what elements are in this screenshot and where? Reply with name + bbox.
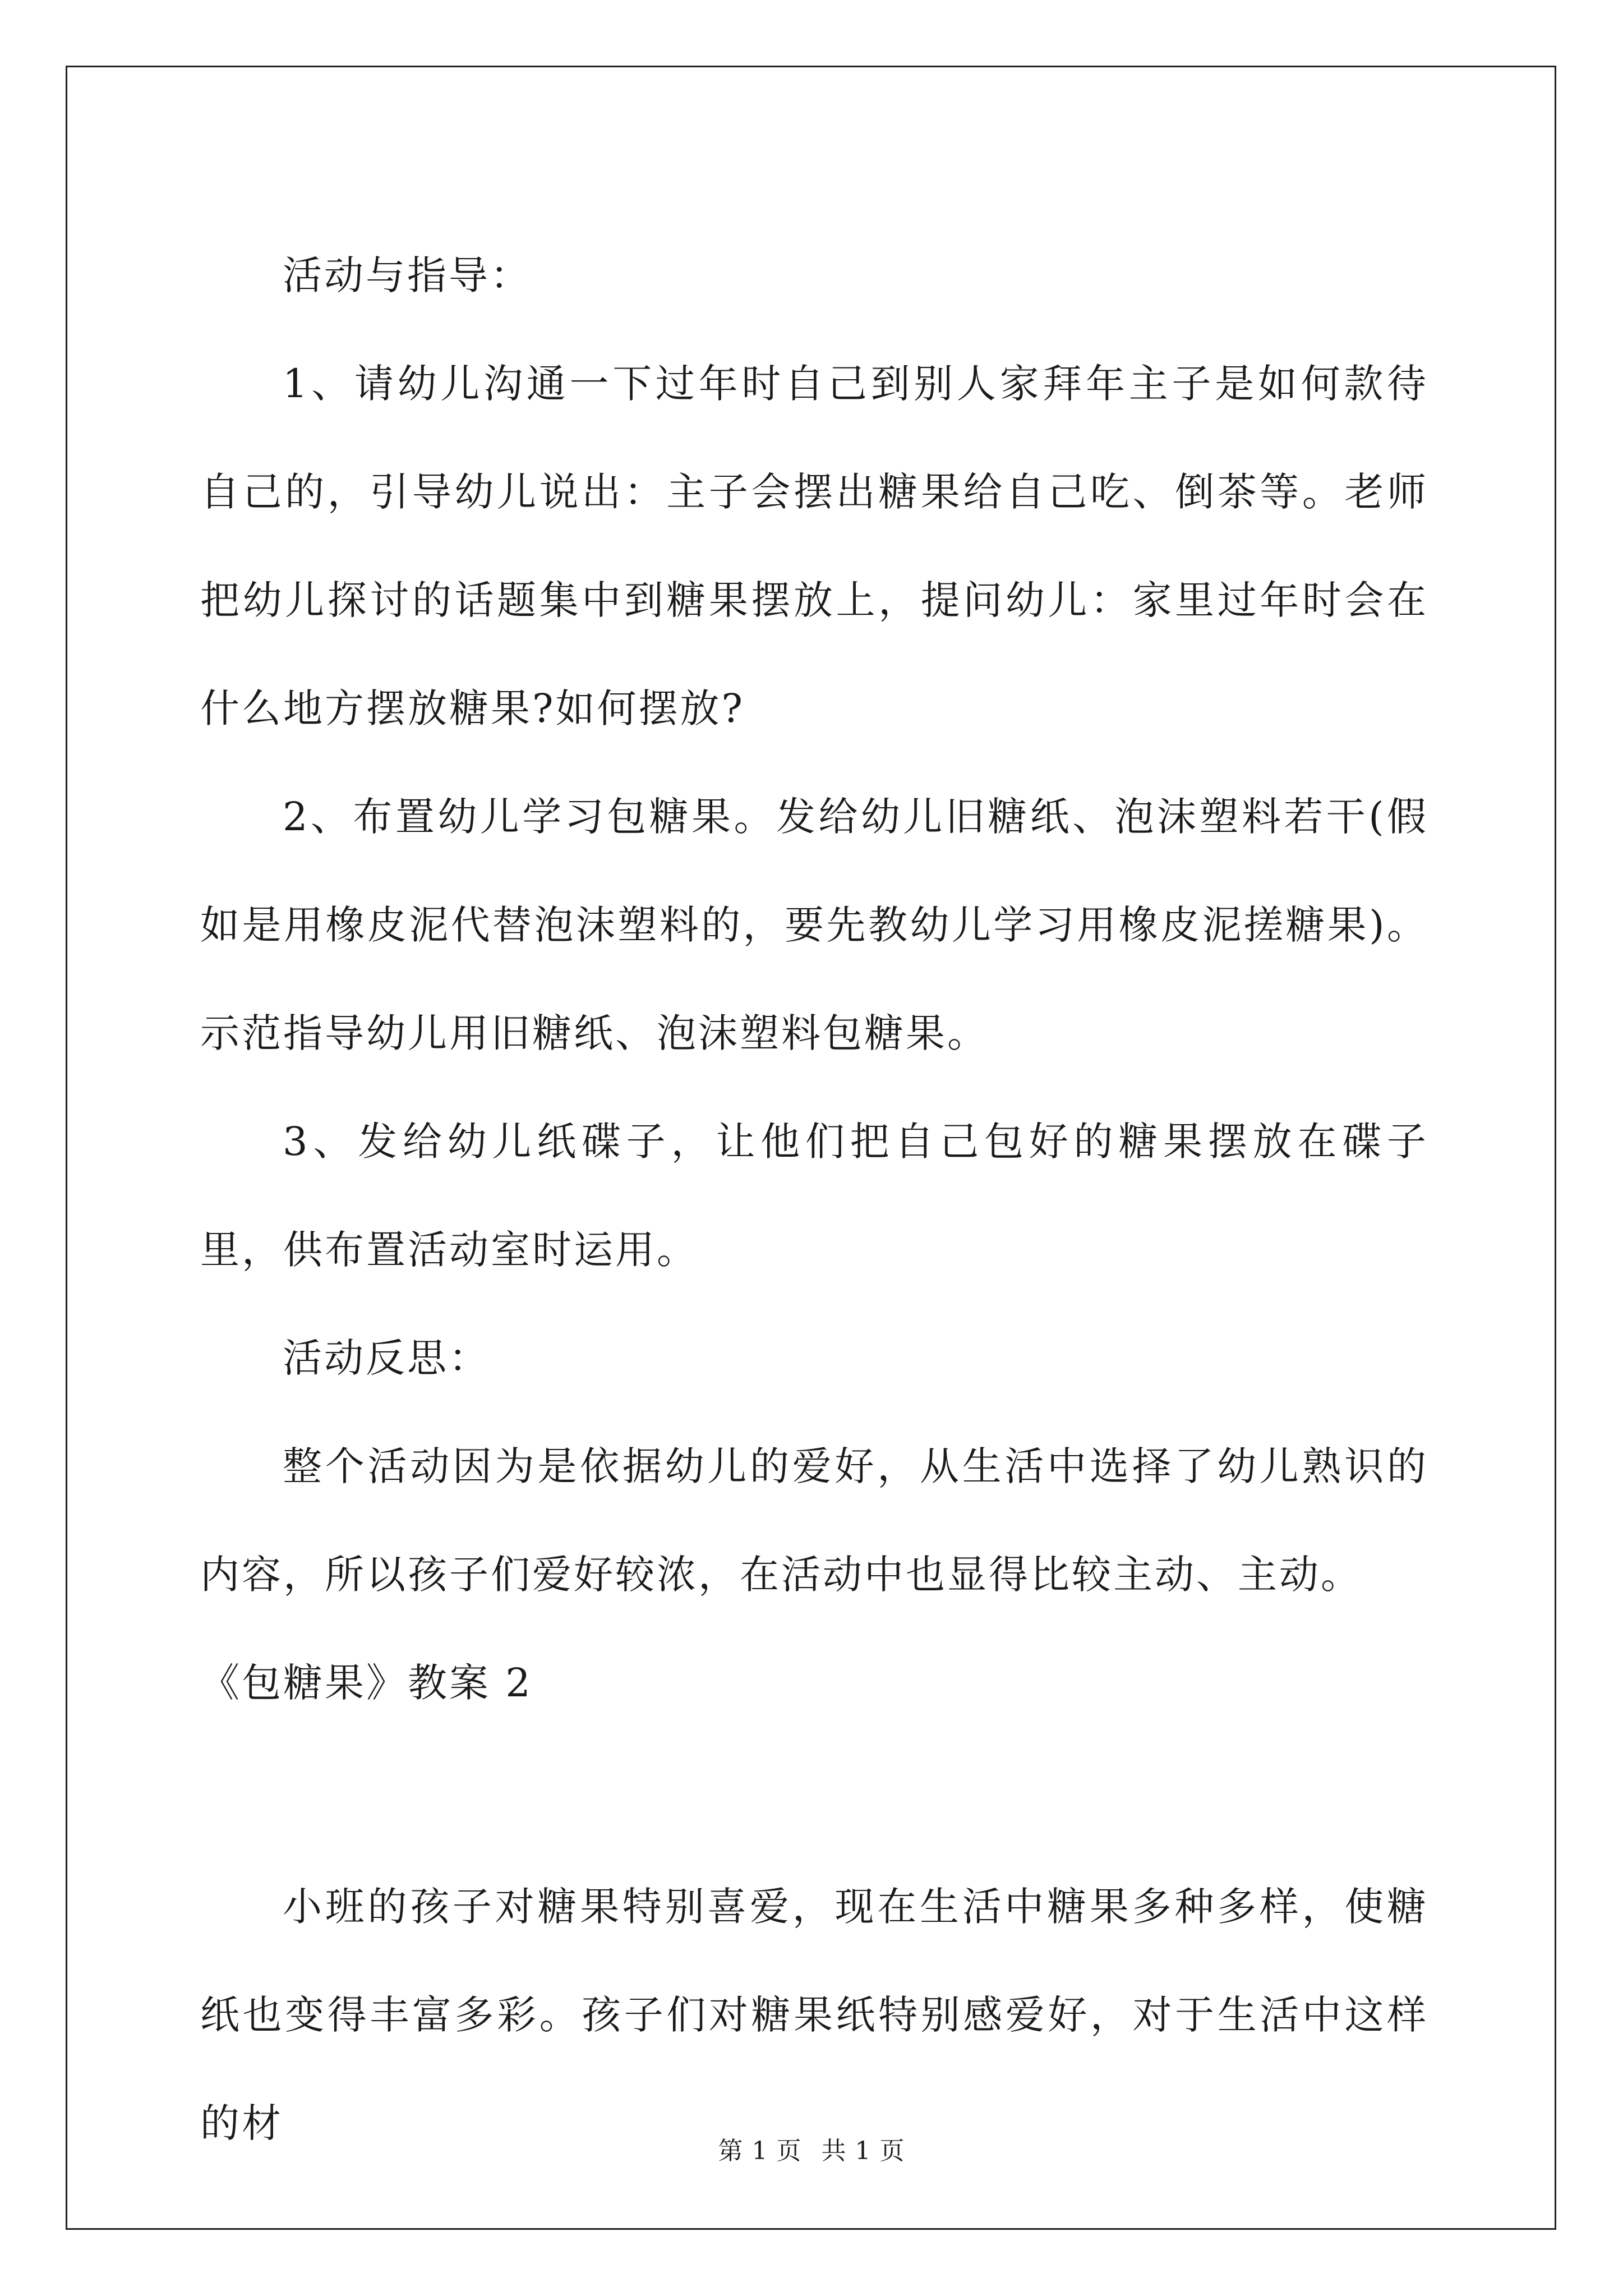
section-heading: 《包糖果》教案 2 bbox=[200, 1660, 533, 1706]
paragraph-reflection: 整个活动因为是依据幼儿的爱好，从生活中选择了幼儿熟识的内容，所以孩子们爱好较浓，在活动中也显得比较主动、主动。 bbox=[200, 1443, 1428, 1598]
page-number-total: 共 1 页 bbox=[821, 2137, 905, 2165]
paragraph-step-3: 3、发给幼儿纸碟子，让他们把自己包好的糖果摆放在碟子里，供布置活动室时运用。 bbox=[200, 1119, 1428, 1273]
page-number-current: 第 1 页 bbox=[718, 2137, 802, 2165]
paragraph-intro: 小班的孩子对糖果特别喜爱，现在生活中糖果多种多样，使糖纸也变得丰富多彩。孩子们对糖果纸特别感爱好，对于生活中这样的材 bbox=[200, 1884, 1428, 2146]
document-body bbox=[200, 222, 1428, 2178]
paragraph-activity-guidance-heading: 活动与指导： bbox=[283, 252, 532, 298]
paragraph-step-2: 2、布置幼儿学习包糖果。发给幼儿旧糖纸、泡沫塑料若干(假如是用橡皮泥代替泡沫塑料的，要先教幼儿学习用橡皮泥搓糖果)。示范指导幼儿用旧糖纸、泡沫塑料包糖果。 bbox=[200, 794, 1428, 1056]
paragraph-reflection-heading: 活动反思： bbox=[283, 1335, 490, 1381]
section-spacer bbox=[200, 1737, 1428, 1853]
page-footer bbox=[0, 2131, 1623, 2166]
paragraph-step-1: 1、请幼儿沟通一下过年时自己到别人家拜年主子是如何款待自己的，引导幼儿说出：主子会摆出糖果给自己吃、倒茶等。老师把幼儿探讨的话题集中到糖果摆放上，提问幼儿：家里过年时会在什么地方摆放糖果?如何摆放? bbox=[200, 361, 1428, 731]
